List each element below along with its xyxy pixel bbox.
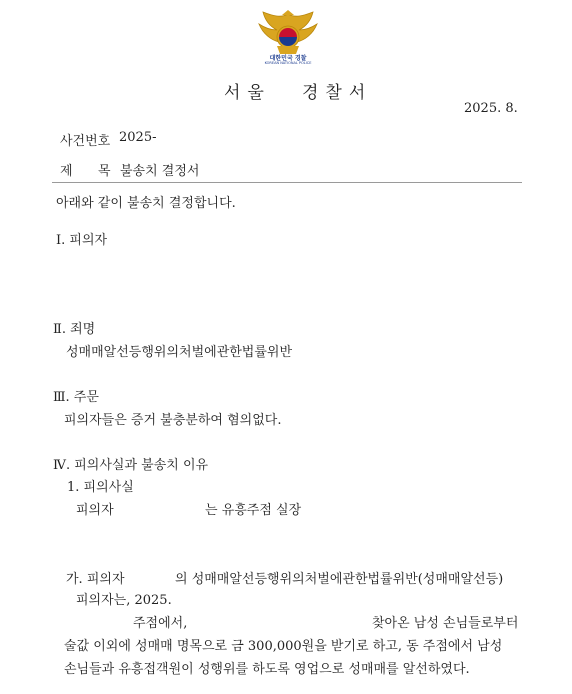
facts-paragraph-line-2a: 주점에서, [133, 616, 188, 631]
section-order-text: 피의자들은 증거 불충분하여 혐의없다. [64, 413, 282, 428]
org-name-part2: 경찰서 [302, 83, 373, 103]
subject-value: 불송치 결정서 [120, 164, 200, 179]
intro-text: 아래와 같이 불송치 결정합니다. [56, 196, 236, 211]
emblem-sublabel: KOREAN NATIONAL POLICE [264, 61, 312, 65]
subject-label-first: 제 [60, 164, 73, 179]
facts-line-a: 피의자 [76, 503, 114, 518]
item-ga-text: 의 성매매알선등행위의처벌에관한법률위반(성매매알선등) [175, 572, 504, 587]
section-facts-heading: Ⅳ. 피의사실과 불송치 이유 [53, 458, 209, 473]
case-number-value: 2025- [119, 130, 157, 145]
facts-line-b: 는 유흥주점 실장 [205, 503, 302, 518]
document-date: 2025. 8. [464, 101, 518, 116]
case-number-label: 사건번호 [60, 134, 111, 149]
section-facts-subheading: 1. 피의사실 [67, 480, 134, 495]
emblem-label: 대한민국 경찰 [269, 55, 307, 62]
header-divider [52, 182, 522, 183]
section-order-heading: Ⅲ. 주문 [53, 390, 99, 405]
facts-paragraph-line-2b: 찾아온 남성 손님들로부터 [372, 616, 519, 631]
org-name-part1: 서울 [224, 83, 271, 103]
subject-label-second: 목 [98, 164, 111, 179]
item-ga-prefix: 가. 피의자 [66, 572, 125, 587]
section-charge-heading: Ⅱ. 죄명 [53, 322, 96, 337]
section-charge-text: 성매매알선등행위의처벌에관한법률위반 [66, 345, 293, 360]
facts-paragraph-line-3: 술값 이외에 성매매 명목으로 금 300,000원을 받기로 하고, 동 주점에서 남성 [64, 639, 503, 654]
facts-paragraph-line-1: 피의자는, 2025. [76, 593, 172, 608]
section-suspect-heading: Ⅰ. 피의자 [56, 233, 108, 248]
facts-paragraph-line-4: 손님들과 유흥접객원이 성행위를 하도록 영업으로 성매매를 알선하였다. [64, 662, 470, 677]
